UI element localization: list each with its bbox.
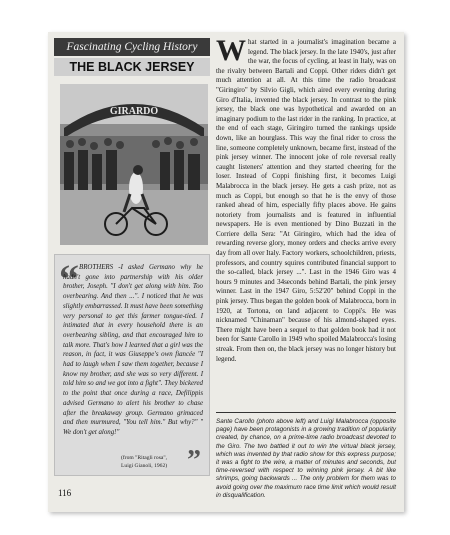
quote-source	[121, 455, 167, 470]
quote-source-line2: Luigi Gianoli, 1962)	[121, 462, 168, 469]
sidebar-column	[54, 36, 210, 506]
close-quote-icon: ”	[187, 445, 201, 476]
quote-text: BROTHERS -I asked Germano why he hadn't gone into partnership with his older brother, Joseph. "I don't get along with him. Too overbearing. And then ...". I noticed that he was slightly embarrassed. It must have been something very personal to get this farmer tongue-tied. I intimated that in every household there is an overbearing sibling, and that encouraged him to talk more. That's how I learned that a girl was the reason, in fact, it was Giuseppe's own fiancée "I had to laugh when I saw them together, because I know my brother, and she was so very different. I told him so and we got into a fight". They bickered to the point that once during a race, Defilippis advised Germano to alert his brother to chase after the breakaway group. Germano grimaced and then murmured, "You tell him." But why?" " We don't get along!"	[63, 264, 203, 436]
race-photo-illustration	[60, 84, 208, 245]
article-column	[216, 34, 398, 508]
drop-cap: W	[216, 34, 246, 67]
page-number: 116	[58, 488, 72, 498]
quote-box	[54, 254, 210, 476]
caption-divider	[216, 412, 396, 413]
photo-caption: Sante Carollo (photo above left) and Luigi Malabrocca (opposite page) have been protagonists in a growing tradition of popularity created, by chance, on a prime-time radio broadcast devoted to the Giro. The two battled it out to win the virtual black jersey, which was invented by that radio show for this express purpose; it was a fight to the wire, a matter of minutes and seconds, but time-reversed with respect to winning pink jersey. A bit like shrimps, going backwards ... The only problem for them was to avoid going over the maximum race time limit which would result in disqualification.	[216, 418, 396, 499]
article-text: hat started in a journalist's imagination became a legend. The black jersey. In the late 1940's, just after the war, the focus of cycling, at least in Italy, was on the rivalry between Bartali and Coppi. Other riders didn't get much attention at all. At this time the radio broadcast "Giringiro" by Silvio Gigli, which aired every evening during Giro d'Italia, invented the black jersey. In contrast to the pink jersey, the black one was hypothetical and awarded on an imaginary podium to the last rider in the ranking. In practice, at the end of each stage, Giringiro turned the rankings upside down, like an hourglass. This way the final rider to cross the line, someone completely unknown, became first, instead of the pink jersey winner. The innocent joke of role reversal really caught listeners' attention and they started cheering for the loser. Instead of Coppi finishing first, it becomes Luigi Malabrocca in the black jersey. He gets a cash prize, not as much as Coppi, but enough so that he is the envy of those ranked ahead of him, especially fifty places above. He gains notoriety from journalists and is featured in influential newspapers. He is even mentioned by Dino Buzzati in the Corriere della Sera: "At Giringiro, which had the idea of rewarding reverse glory, money orders and checks arrive every day from all over Italy. Factory workers, schoolchildren, priests, professors, and country squires contributed financial support to the so-called, black jersey ...". Last in the 1946 Giro was 4 hours 9 minutes and 34seconds behind Bartali, the pink jersey winner. Last in the 1947 Giro, 5:52'20" behind Coppi in the pink jersey. Thus began the golden book of Malabrocca, born in 1920, at Tortona, on land adjacent to Coppi's. He was nicknamed "Chinaman" because of his almond-shaped eyes. There might have been a sequel to that golden book had it not been for Sante Carollo in 1949 who spoiled Malabrocca's losing streak. From then on, the black jersey was no longer history but legend.	[216, 38, 396, 363]
article-body	[216, 34, 396, 364]
book-page	[48, 32, 404, 512]
race-photo	[60, 84, 208, 245]
article-title: THE BLACK JERSEY	[54, 58, 210, 76]
quote-source-line1: (from "Ritagli rosa",	[121, 455, 168, 461]
open-quote-icon: “	[59, 256, 79, 301]
series-banner: Fascinating Cycling History	[54, 38, 210, 56]
finish-arch-text: GIRARDO	[109, 106, 159, 117]
